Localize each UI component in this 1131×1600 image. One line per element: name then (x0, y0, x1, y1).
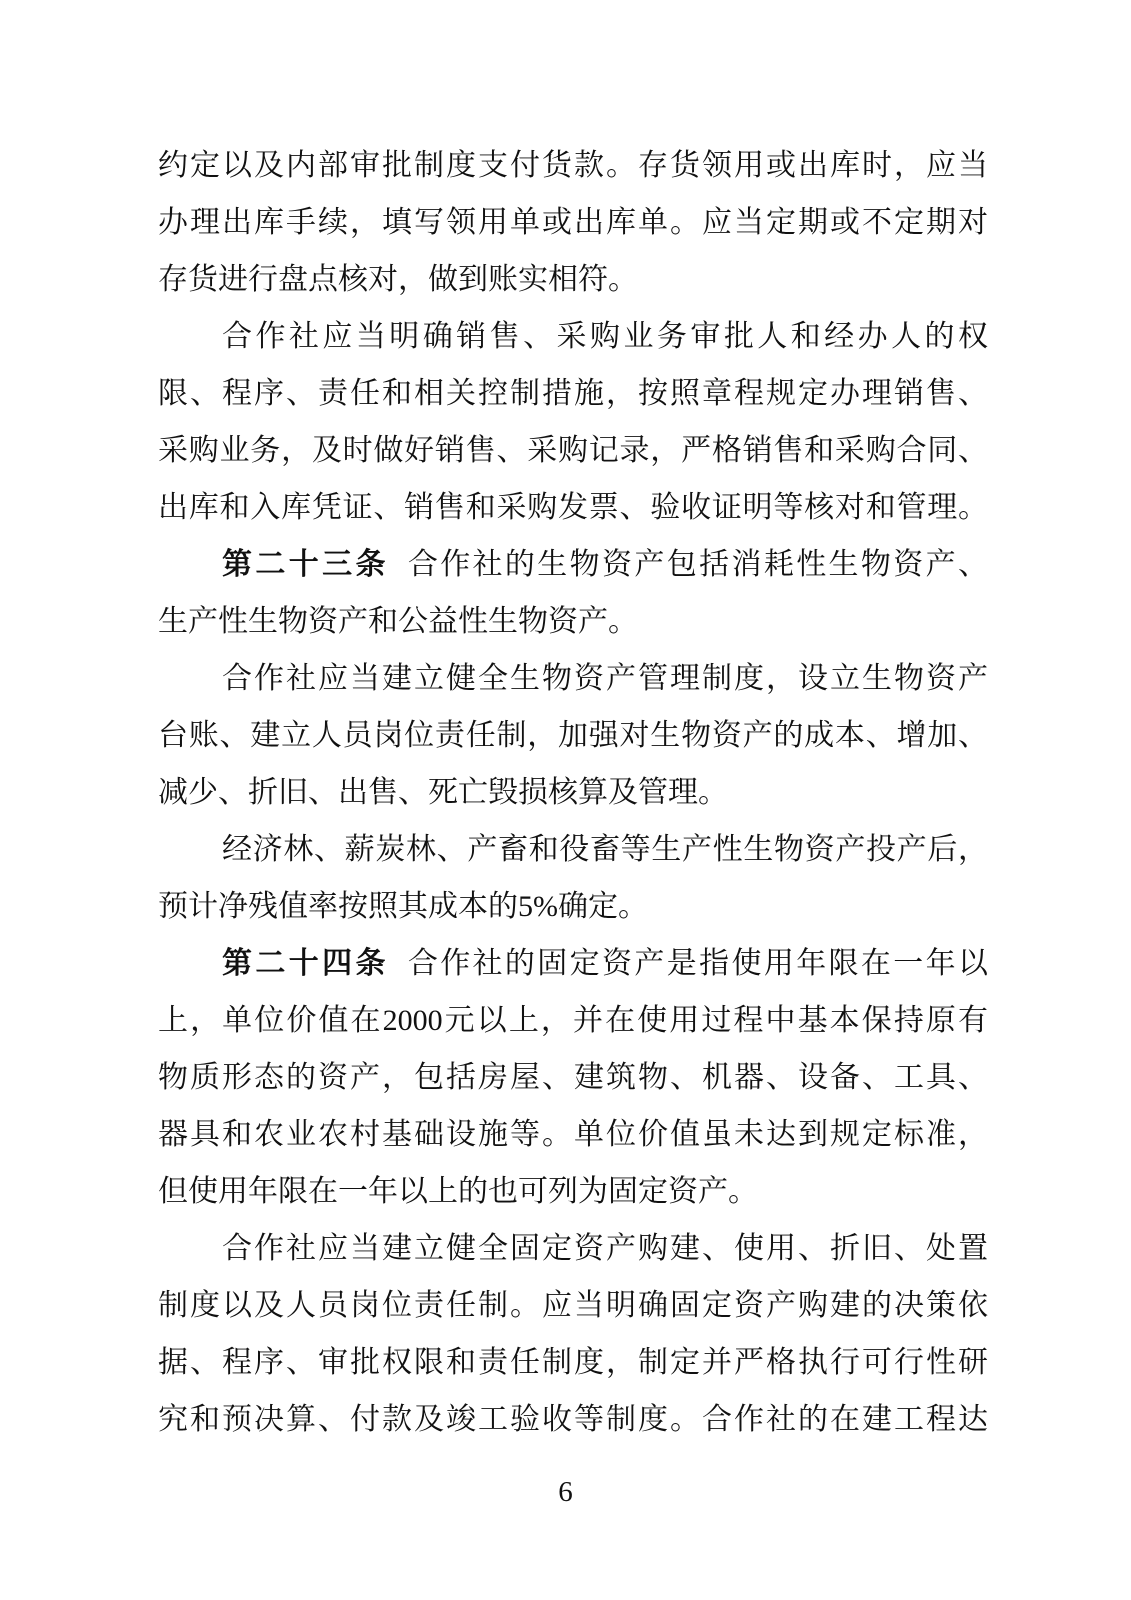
line-text: 存货进行盘点核对，做到账实相符。 (158, 263, 638, 296)
document-line (158, 821, 988, 878)
line-text: 器具和农业农村基础设施等。单位价值虽未达到规定标准， (158, 1118, 988, 1151)
line-text: 约定以及内部审批制度支付货款。存货领用或出库时，应当 (158, 149, 988, 182)
line-text: 经济林、薪炭林、产畜和役畜等生产性生物资产投产后， (222, 833, 988, 866)
line-text: 出库和入库凭证、销售和采购发票、验收证明等核对和管理。 (158, 491, 988, 524)
document-line (158, 308, 988, 365)
line-text: 据、程序、审批权限和责任制度，制定并严格执行可行性研 (158, 1346, 988, 1379)
line-text: 预计净残值率按照其成本的5%确定。 (158, 890, 648, 923)
document-line (158, 764, 988, 821)
line-text: 合作社的固定资产是指使用年限在一年以 (407, 947, 988, 980)
line-text: 合作社的生物资产包括消耗性生物资产、 (407, 548, 988, 581)
document-line (158, 1049, 988, 1106)
document-line (158, 650, 988, 707)
line-text: 减少、折旧、出售、死亡毁损核算及管理。 (158, 776, 728, 809)
line-text: 究和预决算、付款及竣工验收等制度。合作社的在建工程达 (158, 1403, 988, 1436)
line-text: 合作社应当明确销售、采购业务审批人和经办人的权 (222, 320, 988, 353)
document-line (158, 479, 988, 536)
document-line (158, 1220, 988, 1277)
document-line (158, 251, 988, 308)
document-line (158, 536, 988, 593)
document-line (158, 935, 988, 992)
document-line (158, 1334, 988, 1391)
document-line (158, 365, 988, 422)
line-text: 限、程序、责任和相关控制措施，按照章程规定办理销售、 (158, 377, 988, 410)
line-text: 办理出库手续，填写领用单或出库单。应当定期或不定期对 (158, 206, 988, 239)
document-line (158, 992, 988, 1049)
line-text: 合作社应当建立健全固定资产购建、使用、折旧、处置 (222, 1232, 988, 1265)
document-line (158, 194, 988, 251)
line-text: 制度以及人员岗位责任制。应当明确固定资产购建的决策依 (158, 1289, 988, 1322)
page-number: 6 (558, 1476, 573, 1508)
article-heading: 第二十四条 (222, 947, 389, 980)
article-heading: 第二十三条 (222, 548, 389, 581)
line-text: 但使用年限在一年以上的也可列为固定资产。 (158, 1175, 758, 1208)
line-text: 台账、建立人员岗位责任制，加强对生物资产的成本、增加、 (158, 719, 988, 752)
line-text: 采购业务，及时做好销售、采购记录，严格销售和采购合同、 (158, 434, 988, 467)
line-text: 上，单位价值在2000元以上，并在使用过程中基本保持原有 (158, 1004, 988, 1037)
document-line (158, 593, 988, 650)
document-line (158, 1277, 988, 1334)
document-line (158, 1106, 988, 1163)
line-text: 生产性生物资产和公益性生物资产。 (158, 605, 638, 638)
line-text: 合作社应当建立健全生物资产管理制度，设立生物资产 (222, 662, 988, 695)
document-line (158, 422, 988, 479)
document-line (158, 1163, 988, 1220)
document-line (158, 1391, 988, 1448)
line-text: 物质形态的资产，包括房屋、建筑物、机器、设备、工具、 (158, 1061, 988, 1094)
document-line (158, 137, 988, 194)
document-line (158, 878, 988, 935)
document-line (158, 707, 988, 764)
document-body (158, 137, 988, 1448)
